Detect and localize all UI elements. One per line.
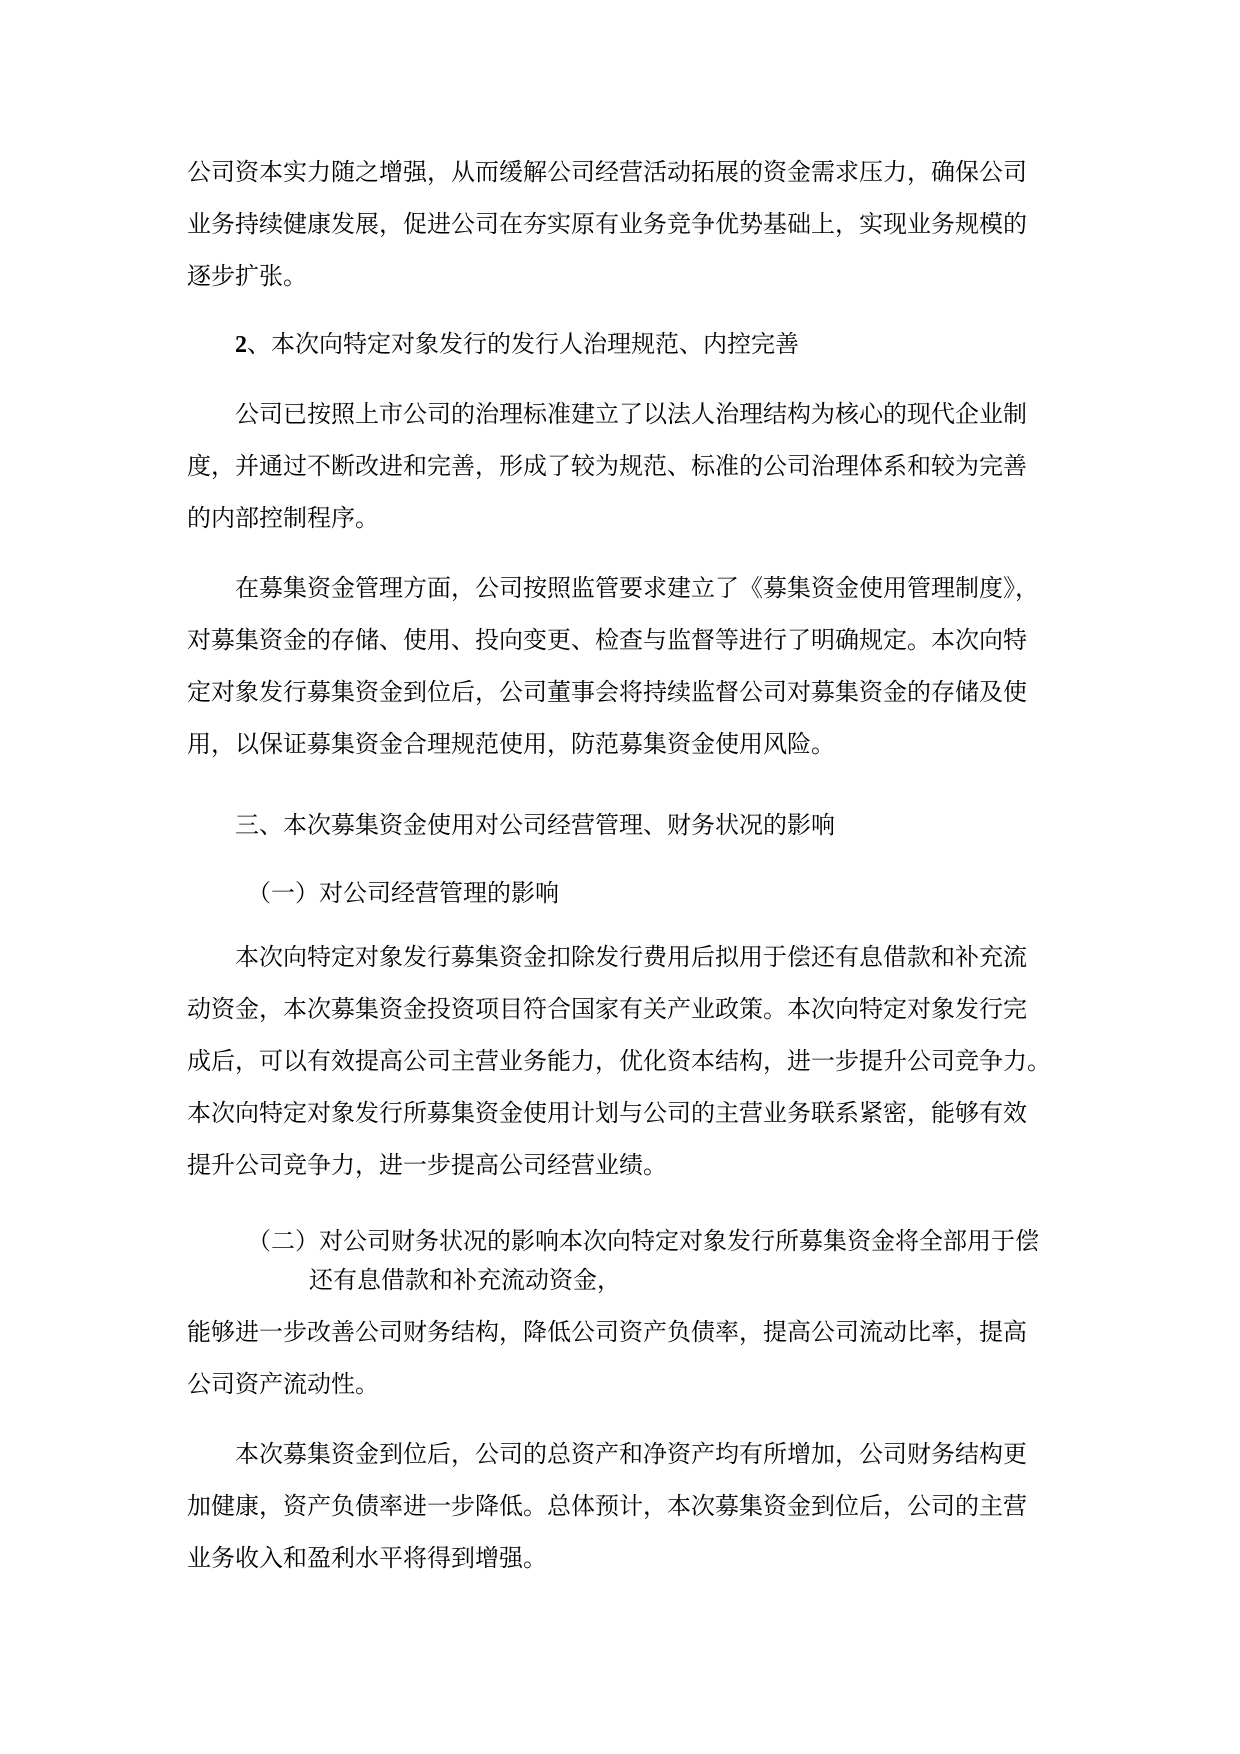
paragraph-line: 公司已按照上市公司的治理标准建立了以法人治理结构为核心的现代企业制 bbox=[235, 400, 1027, 428]
section-number: 2 bbox=[235, 332, 247, 358]
paragraph-line: 能够进一步改善公司财务结构，降低公司资产负债率，提高公司流动比率，提高 bbox=[187, 1318, 1027, 1346]
section-heading-text: 本次向特定对象发行的发行人治理规范、内控完善 bbox=[271, 330, 799, 358]
paragraph-line: 成后，可以有效提高公司主营业务能力，优化资本结构，进一步提升公司竞争力。 bbox=[187, 1047, 1051, 1075]
paragraph-line: 用，以保证募集资金合理规范使用，防范募集资金使用风险。 bbox=[187, 730, 835, 758]
paragraph-line: 动资金，本次募集资金投资项目符合国家有关产业政策。本次向特定对象发行完 bbox=[187, 995, 1027, 1023]
subsection-heading: （二）对公司财务状况的影响本次向特定对象发行所募集资金将全部用于偿 bbox=[247, 1227, 1039, 1255]
subsection-heading-continued: 还有息借款和补充流动资金， bbox=[309, 1266, 621, 1294]
paragraph-line: 公司资产流动性。 bbox=[187, 1370, 379, 1398]
subsection-heading: （一）对公司经营管理的影响 bbox=[247, 879, 559, 907]
paragraph-line: 对募集资金的存储、使用、投向变更、检查与监督等进行了明确规定。本次向特 bbox=[187, 626, 1027, 654]
paragraph-line: 公司资本实力随之增强，从而缓解公司经营活动拓展的资金需求压力，确保公司 bbox=[187, 158, 1027, 186]
paragraph-line: 加健康，资产负债率进一步降低。总体预计，本次募集资金到位后，公司的主营 bbox=[187, 1492, 1027, 1520]
paragraph-line: 度，并通过不断改进和完善，形成了较为规范、标准的公司治理体系和较为完善 bbox=[187, 452, 1027, 480]
paragraph-line: 逐步扩张。 bbox=[187, 262, 307, 290]
paragraph-line: 业务持续健康发展，促进公司在夯实原有业务竞争优势基础上，实现业务规模的 bbox=[187, 210, 1027, 238]
paragraph-line: 本次募集资金到位后，公司的总资产和净资产均有所增加，公司财务结构更 bbox=[235, 1440, 1027, 1468]
section-separator: 、 bbox=[247, 330, 271, 358]
section-heading bbox=[235, 329, 799, 360]
chapter-heading: 三、本次募集资金使用对公司经营管理、财务状况的影响 bbox=[235, 811, 835, 839]
paragraph-line: 定对象发行募集资金到位后，公司董事会将持续监督公司对募集资金的存储及使 bbox=[187, 678, 1027, 706]
paragraph-line: 提升公司竞争力，进一步提高公司经营业绩。 bbox=[187, 1151, 667, 1179]
paragraph-line: 本次向特定对象发行所募集资金使用计划与公司的主营业务联系紧密，能够有效 bbox=[187, 1099, 1027, 1127]
paragraph-line: 的内部控制程序。 bbox=[187, 504, 379, 532]
paragraph-line: 本次向特定对象发行募集资金扣除发行费用后拟用于偿还有息借款和补充流 bbox=[235, 943, 1027, 971]
paragraph-line: 在募集资金管理方面，公司按照监管要求建立了《募集资金使用管理制度》， bbox=[235, 574, 1039, 602]
paragraph-line: 业务收入和盈利水平将得到增强。 bbox=[187, 1544, 547, 1572]
